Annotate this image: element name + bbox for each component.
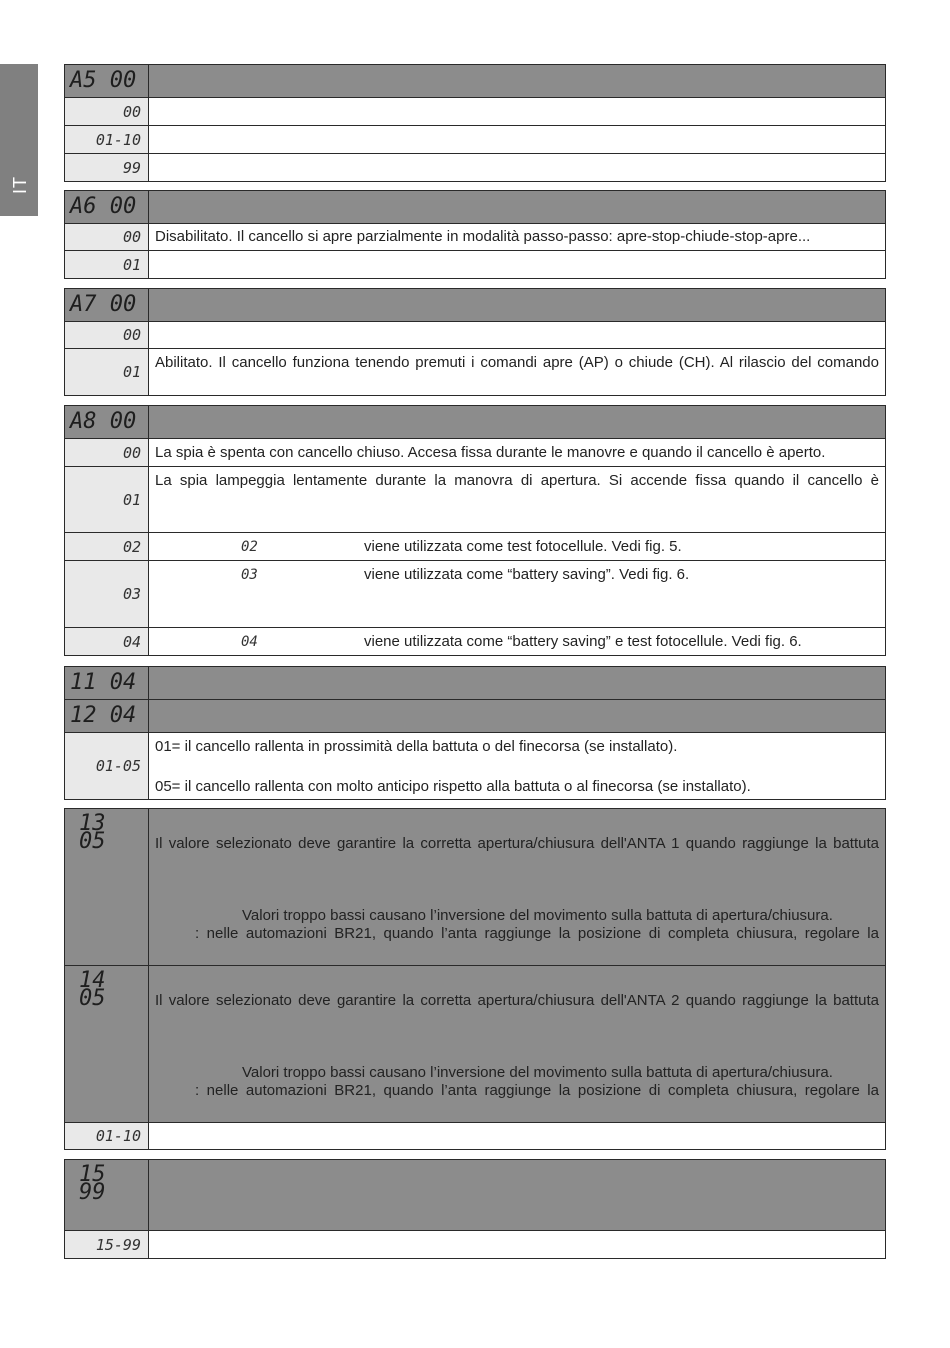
value-code: 01 — [65, 251, 149, 279]
param-code-a8: A8 00 — [65, 406, 149, 439]
table-a8 — [64, 405, 886, 656]
value-code: 01 — [65, 349, 149, 396]
value-code: 00 — [65, 98, 149, 126]
language-tab — [0, 64, 38, 216]
value-code: 03 — [65, 561, 149, 628]
desc-line: 01= il cancello rallenta in prossimità della battuta o del finecorsa (se installato). — [155, 738, 678, 755]
table-11-12 — [64, 666, 886, 800]
value-code: 04 — [65, 628, 149, 656]
param-desc-13 — [149, 809, 886, 966]
value-desc: 02 viene utilizzata come test fotocellule. Vedi fig. 5. — [149, 533, 886, 561]
value-code: 00 — [65, 322, 149, 349]
desc-line: Valori troppo bassi causano l’inversione del movimento sulla battuta di apertura/chiusura. — [242, 907, 833, 924]
param-code-15: 15 99 — [65, 1160, 149, 1231]
inline-code: 02 — [241, 539, 258, 555]
param-code-12: 12 04 — [65, 700, 149, 733]
value-desc — [149, 154, 886, 182]
table-a5 — [64, 64, 886, 182]
param-code-a5: A5 00 — [65, 65, 149, 98]
value-desc: 03 viene utilizzata come “battery saving”. Vedi fig. 6. — [149, 561, 886, 628]
value-code: 15-99 — [65, 1231, 149, 1259]
value-code: 01-10 — [65, 126, 149, 154]
value-desc — [149, 322, 886, 349]
desc-line: : nelle automazioni BR21, quando l’anta raggiunge la posizione di completa chiusura, regolare la — [195, 1082, 879, 1099]
table-13-14 — [64, 808, 886, 1150]
value-desc — [149, 251, 886, 279]
param-desc-14 — [149, 966, 886, 1123]
desc-line: Valori troppo bassi causano l’inversione del movimento sulla battuta di apertura/chiusura. — [242, 1064, 833, 1081]
language-label: IT — [10, 176, 30, 194]
param-code-14: 14 05 — [65, 966, 149, 1123]
table-15 — [64, 1159, 886, 1259]
value-desc — [149, 733, 886, 800]
param-code-11: 11 04 — [65, 667, 149, 700]
value-code: 99 — [65, 154, 149, 182]
value-code: 00 — [65, 224, 149, 251]
value-desc: Abilitato. Il cancello funziona tenendo premuti i comandi apre (AP) o chiude (CH). Al rilascio del comando — [149, 349, 886, 396]
param-code-a7: A7 00 — [65, 289, 149, 322]
param-code-a6: A6 00 — [65, 191, 149, 224]
inline-code: 04 — [241, 634, 258, 650]
param-code-13: 13 05 — [65, 809, 149, 966]
value-code: 01 — [65, 467, 149, 533]
value-desc — [149, 98, 886, 126]
value-desc: 04 viene utilizzata come “battery saving” e test fotocellule. Vedi fig. 6. — [149, 628, 886, 656]
value-code: 02 — [65, 533, 149, 561]
desc-line: 05= il cancello rallenta con molto anticipo rispetto alla battuta o al finecorsa (se installato). — [155, 778, 751, 795]
desc-line: : nelle automazioni BR21, quando l’anta raggiunge la posizione di completa chiusura, regolare la — [195, 925, 879, 942]
desc-line: Il valore selezionato deve garantire la corretta apertura/chiusura dell'ANTA 2 quando raggiunge la battuta — [155, 992, 879, 1009]
inline-code: 03 — [241, 567, 258, 583]
value-desc — [149, 126, 886, 154]
value-desc: La spia è spenta con cancello chiuso. Accesa fissa durante le manovre e quando il cancello è aperto. — [149, 439, 886, 467]
desc-line: Il valore selezionato deve garantire la corretta apertura/chiusura dell'ANTA 1 quando raggiunge la battuta — [155, 835, 879, 852]
value-desc: La spia lampeggia lentamente durante la manovra di apertura. Si accende fissa quando il cancello è — [149, 467, 886, 533]
value-code: 01-10 — [65, 1123, 149, 1150]
table-a6 — [64, 190, 886, 279]
value-code: 00 — [65, 439, 149, 467]
table-a7 — [64, 288, 886, 396]
value-code: 01-05 — [65, 733, 149, 800]
value-desc: Disabilitato. Il cancello si apre parzialmente in modalità passo-passo: apre-stop-chiude-stop-apre... — [149, 224, 886, 251]
